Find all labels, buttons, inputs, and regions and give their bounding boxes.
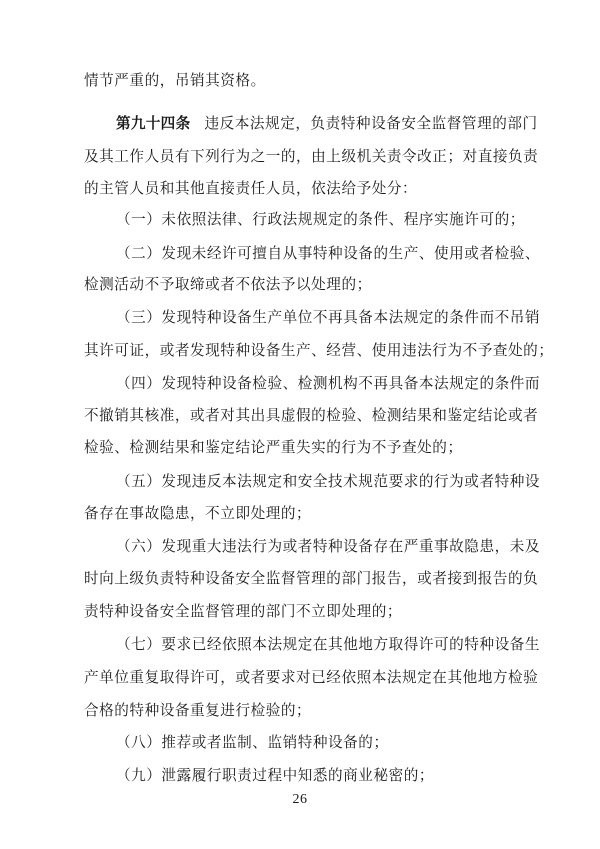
page-number: 26 (292, 792, 308, 807)
item-4-line: 检验、检测结果和鉴定结论严重失实的行为不予查处的； (84, 439, 463, 456)
item-3-line: （三）发现特种设备生产单位不再具备本法规定的条件而不吊销 (116, 309, 541, 326)
item-7-line: 合格的特种设备重复进行检验的； (84, 702, 312, 719)
item-2-line: （二）发现未经许可擅自从事特种设备的生产、使用或者检验、 (116, 245, 541, 262)
item-7-line: 产单位重复取得许可，或者要求对已经依照本法规定在其他地方检验 (84, 669, 539, 686)
item-9-line: （九）泄露履行职责过程中知悉的商业秘密的； (116, 767, 435, 784)
article-number: 第九十四条 (116, 115, 191, 132)
article-first-line (116, 115, 538, 133)
article-text-line: 违反本法规定，负责特种设备安全监督管理的部门 (204, 115, 538, 132)
item-4-line: 不撤销其核准，或者对其出具虚假的检验、检测结果和鉴定结论或者 (84, 407, 539, 424)
article-text-line: 的主管人员和其他直接责任人员，依法给予处分： (84, 180, 418, 197)
item-6-line: 责特种设备安全监督管理的部门不立即处理的； (84, 603, 403, 620)
item-6-line: （六）发现重大违法行为或者特种设备存在严重事故隐患，未及 (116, 538, 541, 555)
article-text-line: 及其工作人员有下列行为之一的，由上级机关责令改正；对直接负责 (84, 148, 539, 165)
item-6-line: 时向上级负责特种设备安全监督管理的部门报告，或者接到报告的负 (84, 570, 539, 587)
continuation-line: 情节严重的，吊销其资格。 (84, 72, 266, 89)
item-7-line: （七）要求已经依照本法规定在其他地方取得许可的特种设备生 (116, 636, 541, 653)
item-5-line: 备存在事故隐患，不立即处理的； (84, 505, 312, 522)
item-4-line: （四）发现特种设备检验、检测机构不再具备本法规定的条件而 (116, 375, 541, 392)
item-3-line: 其许可证，或者发现特种设备生产、经营、使用违法行为不予查处的； (84, 342, 554, 359)
item-5-line: （五）发现违反本法规定和安全技术规范要求的行为或者特种设 (116, 473, 541, 490)
item-2-line: 检测活动不予取缔或者不依法予以处理的； (84, 276, 372, 293)
item-8-line: （八）推荐或者监制、监销特种设备的； (116, 734, 389, 751)
item-1-line: （一）未依照法律、行政法规规定的条件、程序实施许可的； (116, 211, 525, 228)
